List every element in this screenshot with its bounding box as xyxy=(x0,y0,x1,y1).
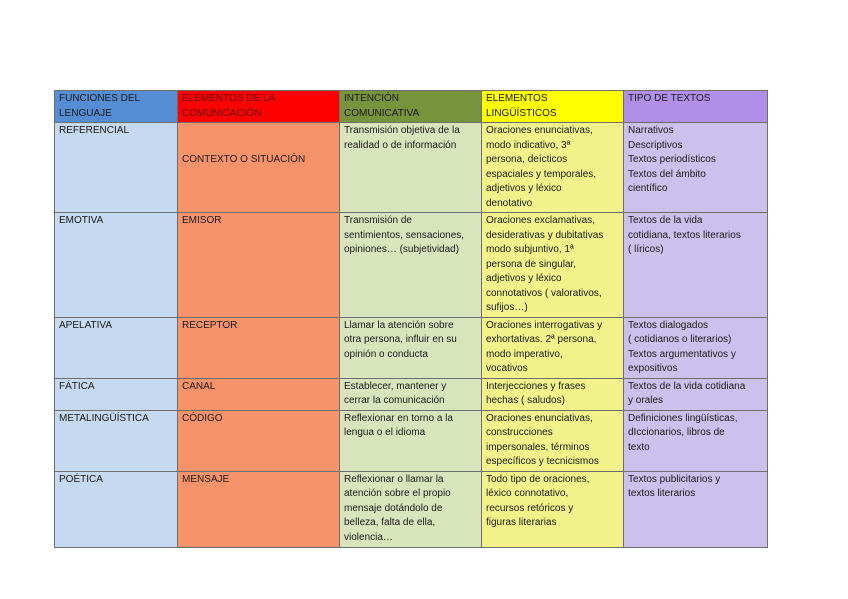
header-funciones: FUNCIONES DEL LENGUAJE xyxy=(55,91,178,123)
language-functions-table xyxy=(54,90,768,548)
elemento-cell: CANAL xyxy=(178,378,340,410)
elemento-cell: CÓDIGO xyxy=(178,410,340,471)
elemento-cell: CONTEXTO O SITUACIÓN xyxy=(178,123,340,213)
table-row xyxy=(55,410,768,471)
linguisticos-cell: Oraciones exclamativas, desiderativas y dubitativas modo subjuntivo, 1ª persona de singular, adjetivos y léxico connotativos ( valorativos, sufijos…) xyxy=(482,213,624,318)
header-elementos-linguisticos: ELEMENTOS LINGÜÍSTICOS xyxy=(482,91,624,123)
linguisticos-cell: Oraciones enunciativas, modo indicativo, 3ª persona, deícticos espaciales y temporales, adjetivos y léxico denotativo xyxy=(482,123,624,213)
table-row xyxy=(55,213,768,318)
funcion-cell: FÁTICA xyxy=(55,378,178,410)
intencion-cell: Llamar la atención sobre otra persona, influir en su opinión o conducta xyxy=(340,317,482,378)
elemento-cell: RECEPTOR xyxy=(178,317,340,378)
intencion-cell: Establecer, mantener y cerrar la comunicación xyxy=(340,378,482,410)
funcion-cell: APELATIVA xyxy=(55,317,178,378)
table-row xyxy=(55,471,768,547)
funcion-cell: METALINGÜÍSTICA xyxy=(55,410,178,471)
funcion-cell: EMOTIVA xyxy=(55,213,178,318)
funcion-cell: REFERENCIAL xyxy=(55,123,178,213)
header-intencion: INTENCIÓN COMUNICATIVA xyxy=(340,91,482,123)
table-header-row xyxy=(55,91,768,123)
linguisticos-cell: Oraciones interrogativas y exhortativas. 2ª persona, modo imperativo, vocativos xyxy=(482,317,624,378)
intencion-cell: Reflexionar o llamar la atención sobre el propio mensaje dotándolo de belleza, falta de ella, violencia… xyxy=(340,471,482,547)
intencion-cell: Transmisión objetiva de la realidad o de información xyxy=(340,123,482,213)
intencion-cell: Reflexionar en torno a la lengua o el idioma xyxy=(340,410,482,471)
textos-cell: Narrativos Descriptivos Textos periodísticos Textos del ámbito científico xyxy=(624,123,768,213)
header-tipo-textos: TIPO DE TEXTOS xyxy=(624,91,768,123)
textos-cell: Textos publicitarios y textos literarios xyxy=(624,471,768,547)
textos-cell: Definiciones lingüísticas, dIccionarios, libros de texto xyxy=(624,410,768,471)
linguisticos-cell: Oraciones enunciativas, construcciones impersonales, términos específicos y tecnicismos xyxy=(482,410,624,471)
table-row xyxy=(55,378,768,410)
funcion-cell: POÉTICA xyxy=(55,471,178,547)
elemento-cell: EMISOR xyxy=(178,213,340,318)
linguisticos-cell: Interjecciones y frases hechas ( saludos) xyxy=(482,378,624,410)
elemento-cell: MENSAJE xyxy=(178,471,340,547)
table-row xyxy=(55,123,768,213)
header-elementos-comunicacion: ELEMENTOS DE LA COMUNICACIÓN xyxy=(178,91,340,123)
table-row xyxy=(55,317,768,378)
textos-cell: Textos de la vida cotidiana y orales xyxy=(624,378,768,410)
intencion-cell: Transmisión de sentimientos, sensaciones, opiniones… (subjetividad) xyxy=(340,213,482,318)
textos-cell: Textos dialogados ( cotidianos o literarios) Textos argumentativos y expositivos xyxy=(624,317,768,378)
linguisticos-cell: Todo tipo de oraciones, léxico connotativo, recursos retóricos y figuras literarias xyxy=(482,471,624,547)
textos-cell: Textos de la vida cotidiana, textos literarios ( líricos) xyxy=(624,213,768,318)
